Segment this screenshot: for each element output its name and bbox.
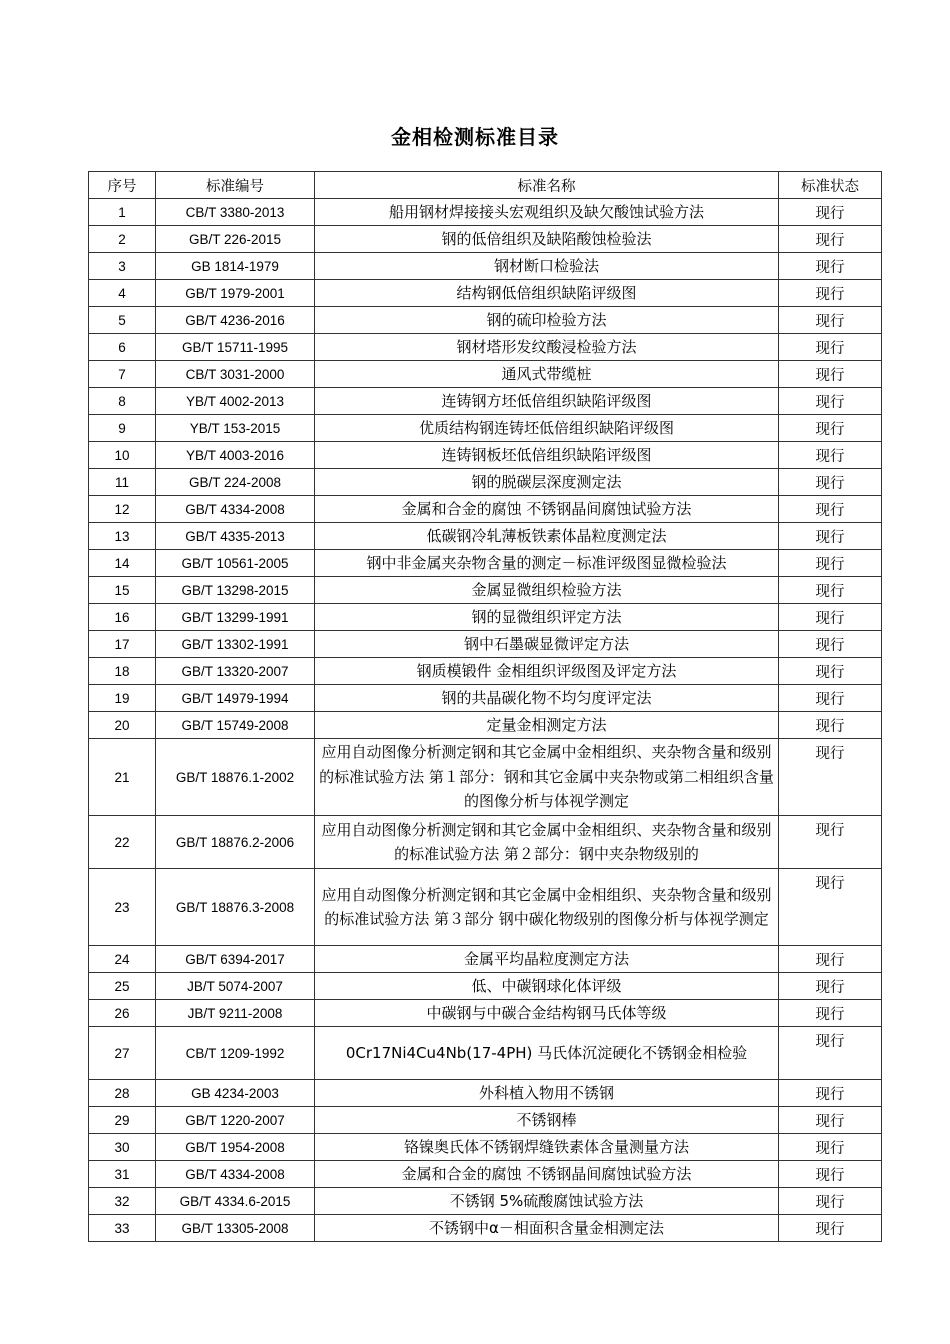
standard-code: GB/T 18876.3-2008	[156, 869, 315, 946]
table-row	[89, 253, 882, 280]
standard-code: GB/T 4335-2013	[156, 523, 315, 550]
table-row	[89, 685, 882, 712]
standard-status: 现行	[779, 631, 882, 658]
standard-code: GB/T 15749-2008	[156, 712, 315, 739]
standard-status: 现行	[779, 604, 882, 631]
row-number: 30	[89, 1134, 156, 1161]
table-row	[89, 496, 882, 523]
standard-name: 优质结构钢连铸坯低倍组织缺陷评级图	[315, 415, 779, 442]
standard-status: 现行	[779, 685, 882, 712]
standard-name: 钢材断口检验法	[315, 253, 779, 280]
row-number: 17	[89, 631, 156, 658]
row-number: 2	[89, 226, 156, 253]
row-number: 21	[89, 739, 156, 816]
standard-code: GB/T 6394-2017	[156, 946, 315, 973]
row-number: 11	[89, 469, 156, 496]
standard-code: YB/T 4003-2016	[156, 442, 315, 469]
standard-code: GB/T 18876.2-2006	[156, 816, 315, 869]
header-name: 标准名称	[315, 172, 779, 199]
row-number: 14	[89, 550, 156, 577]
table-row	[89, 469, 882, 496]
standard-name: 钢的硫印检验方法	[315, 307, 779, 334]
table-row	[89, 523, 882, 550]
standard-name: 船用钢材焊接接头宏观组织及缺欠酸蚀试验方法	[315, 199, 779, 226]
table-row	[89, 361, 882, 388]
standard-code: CB/T 3031-2000	[156, 361, 315, 388]
header-status: 标准状态	[779, 172, 882, 199]
standard-status: 现行	[779, 469, 882, 496]
standard-name: 金属和合金的腐蚀 不锈钢晶间腐蚀试验方法	[315, 1161, 779, 1188]
table-row	[89, 631, 882, 658]
standard-code: GB 4234-2003	[156, 1080, 315, 1107]
table-row	[89, 816, 882, 869]
standard-name: 钢的低倍组织及缺陷酸蚀检验法	[315, 226, 779, 253]
row-number: 9	[89, 415, 156, 442]
standard-name: 金属和合金的腐蚀 不锈钢晶间腐蚀试验方法	[315, 496, 779, 523]
row-number: 33	[89, 1215, 156, 1242]
standard-status: 现行	[779, 361, 882, 388]
standard-code: GB/T 14979-1994	[156, 685, 315, 712]
standard-code: GB/T 226-2015	[156, 226, 315, 253]
standard-code: GB/T 1979-2001	[156, 280, 315, 307]
standard-name: 中碳钢与中碳合金结构钢马氏体等级	[315, 1000, 779, 1027]
standard-name: 不锈钢中α－相面积含量金相测定法	[315, 1215, 779, 1242]
standard-name: 钢中石墨碳显微评定方法	[315, 631, 779, 658]
standard-code: CB/T 1209-1992	[156, 1027, 315, 1080]
standard-code: JB/T 5074-2007	[156, 973, 315, 1000]
standard-status: 现行	[779, 816, 882, 869]
row-number: 18	[89, 658, 156, 685]
table-row	[89, 869, 882, 946]
standard-status: 现行	[779, 712, 882, 739]
standard-code: GB/T 10561-2005	[156, 550, 315, 577]
standards-table	[88, 171, 882, 1242]
row-number: 24	[89, 946, 156, 973]
standard-code: GB/T 4334.6-2015	[156, 1188, 315, 1215]
standard-status: 现行	[779, 226, 882, 253]
row-number: 5	[89, 307, 156, 334]
standard-status: 现行	[779, 550, 882, 577]
table-row	[89, 199, 882, 226]
standard-code: GB/T 13305-2008	[156, 1215, 315, 1242]
standard-status: 现行	[779, 496, 882, 523]
table-row	[89, 1107, 882, 1134]
standard-name: 钢质模锻件 金相组织评级图及评定方法	[315, 658, 779, 685]
row-number: 19	[89, 685, 156, 712]
standard-status: 现行	[779, 946, 882, 973]
row-number: 26	[89, 1000, 156, 1027]
table-row	[89, 1188, 882, 1215]
table-row	[89, 577, 882, 604]
standard-status: 现行	[779, 253, 882, 280]
row-number: 27	[89, 1027, 156, 1080]
row-number: 15	[89, 577, 156, 604]
row-number: 3	[89, 253, 156, 280]
standard-code: GB/T 13302-1991	[156, 631, 315, 658]
standard-code: GB/T 15711-1995	[156, 334, 315, 361]
standard-status: 现行	[779, 1188, 882, 1215]
standard-name: 钢的脱碳层深度测定法	[315, 469, 779, 496]
standard-name: 不锈钢 5%硫酸腐蚀试验方法	[315, 1188, 779, 1215]
standard-status: 现行	[779, 1107, 882, 1134]
standard-code: GB/T 18876.1-2002	[156, 739, 315, 816]
table-row	[89, 1080, 882, 1107]
standard-code: GB/T 13320-2007	[156, 658, 315, 685]
standard-code: YB/T 153-2015	[156, 415, 315, 442]
row-number: 12	[89, 496, 156, 523]
standard-name: 应用自动图像分析测定钢和其它金属中金相组织、夹杂物含量和级别的标准试验方法 第２部分：钢中夹杂物级别的	[315, 816, 779, 869]
standard-name: 应用自动图像分析测定钢和其它金属中金相组织、夹杂物含量和级别的标准试验方法 第３部分 钢中碳化物级别的图像分析与体视学测定	[315, 869, 779, 946]
standard-name: 应用自动图像分析测定钢和其它金属中金相组织、夹杂物含量和级别的标准试验方法 第１部分：钢和其它金属中夹杂物或第二相组织含量的图像分析与体视学测定	[315, 739, 779, 816]
table-body	[89, 199, 882, 1242]
standard-code: GB 1814-1979	[156, 253, 315, 280]
standard-status: 现行	[779, 973, 882, 1000]
standard-name: 外科植入物用不锈钢	[315, 1080, 779, 1107]
standard-name: 铬镍奥氏体不锈钢焊缝铁素体含量测量方法	[315, 1134, 779, 1161]
standard-status: 现行	[779, 280, 882, 307]
row-number: 1	[89, 199, 156, 226]
row-number: 13	[89, 523, 156, 550]
standard-status: 现行	[779, 307, 882, 334]
page-title: 金相检测标准目录	[391, 125, 559, 149]
standard-name: 钢的共晶碳化物不均匀度评定法	[315, 685, 779, 712]
standard-status: 现行	[779, 334, 882, 361]
row-number: 8	[89, 388, 156, 415]
standard-status: 现行	[779, 523, 882, 550]
standard-name: 0Cr17Ni4Cu4Nb(17-4PH) 马氏体沉淀硬化不锈钢金相检验	[315, 1027, 779, 1080]
standard-code: GB/T 13298-2015	[156, 577, 315, 604]
table-row	[89, 658, 882, 685]
table-row	[89, 226, 882, 253]
table-row	[89, 604, 882, 631]
standard-code: GB/T 4334-2008	[156, 1161, 315, 1188]
table-row	[89, 946, 882, 973]
standard-name: 低、中碳钢球化体评级	[315, 973, 779, 1000]
standard-name: 钢中非金属夹杂物含量的测定－标准评级图显微检验法	[315, 550, 779, 577]
row-number: 16	[89, 604, 156, 631]
table-row	[89, 550, 882, 577]
standard-code: JB/T 9211-2008	[156, 1000, 315, 1027]
table-row	[89, 1000, 882, 1027]
standard-status: 现行	[779, 739, 882, 816]
header-no: 序号	[89, 172, 156, 199]
table-row	[89, 1161, 882, 1188]
row-number: 25	[89, 973, 156, 1000]
table-row	[89, 334, 882, 361]
standard-code: GB/T 224-2008	[156, 469, 315, 496]
standard-status: 现行	[779, 1134, 882, 1161]
standard-name: 定量金相测定方法	[315, 712, 779, 739]
standard-name: 金属显微组织检验方法	[315, 577, 779, 604]
standard-code: GB/T 1220-2007	[156, 1107, 315, 1134]
standard-status: 现行	[779, 869, 882, 946]
header-code: 标准编号	[156, 172, 315, 199]
table-row	[89, 415, 882, 442]
row-number: 7	[89, 361, 156, 388]
row-number: 32	[89, 1188, 156, 1215]
standard-name: 金属平均晶粒度测定方法	[315, 946, 779, 973]
row-number: 28	[89, 1080, 156, 1107]
standard-code: CB/T 3380-2013	[156, 199, 315, 226]
row-number: 23	[89, 869, 156, 946]
standard-name: 结构钢低倍组织缺陷评级图	[315, 280, 779, 307]
table-row	[89, 1027, 882, 1080]
standard-status: 现行	[779, 415, 882, 442]
standard-name: 钢材塔形发纹酸浸检验方法	[315, 334, 779, 361]
table-row	[89, 442, 882, 469]
row-number: 10	[89, 442, 156, 469]
table-row	[89, 739, 882, 816]
standard-status: 现行	[779, 1027, 882, 1080]
standard-status: 现行	[779, 1161, 882, 1188]
standard-name: 通风式带缆桩	[315, 361, 779, 388]
table-row	[89, 280, 882, 307]
standard-status: 现行	[779, 199, 882, 226]
row-number: 6	[89, 334, 156, 361]
standard-status: 现行	[779, 577, 882, 604]
row-number: 31	[89, 1161, 156, 1188]
standard-status: 现行	[779, 1215, 882, 1242]
row-number: 22	[89, 816, 156, 869]
table-row	[89, 388, 882, 415]
row-number: 4	[89, 280, 156, 307]
standard-name: 钢的显微组织评定方法	[315, 604, 779, 631]
standard-name: 低碳钢冷轧薄板铁素体晶粒度测定法	[315, 523, 779, 550]
standard-code: YB/T 4002-2013	[156, 388, 315, 415]
table-row	[89, 307, 882, 334]
standard-name: 不锈钢棒	[315, 1107, 779, 1134]
table-row	[89, 1134, 882, 1161]
standard-status: 现行	[779, 1000, 882, 1027]
standard-code: GB/T 1954-2008	[156, 1134, 315, 1161]
row-number: 20	[89, 712, 156, 739]
table-row	[89, 712, 882, 739]
standard-name: 连铸钢方坯低倍组织缺陷评级图	[315, 388, 779, 415]
standard-code: GB/T 4334-2008	[156, 496, 315, 523]
table-header-row	[89, 172, 882, 199]
standard-status: 现行	[779, 658, 882, 685]
row-number: 29	[89, 1107, 156, 1134]
table-row	[89, 973, 882, 1000]
table-row	[89, 1215, 882, 1242]
standard-status: 现行	[779, 442, 882, 469]
standard-status: 现行	[779, 388, 882, 415]
standard-code: GB/T 4236-2016	[156, 307, 315, 334]
standard-name: 连铸钢板坯低倍组织缺陷评级图	[315, 442, 779, 469]
standard-status: 现行	[779, 1080, 882, 1107]
standard-code: GB/T 13299-1991	[156, 604, 315, 631]
